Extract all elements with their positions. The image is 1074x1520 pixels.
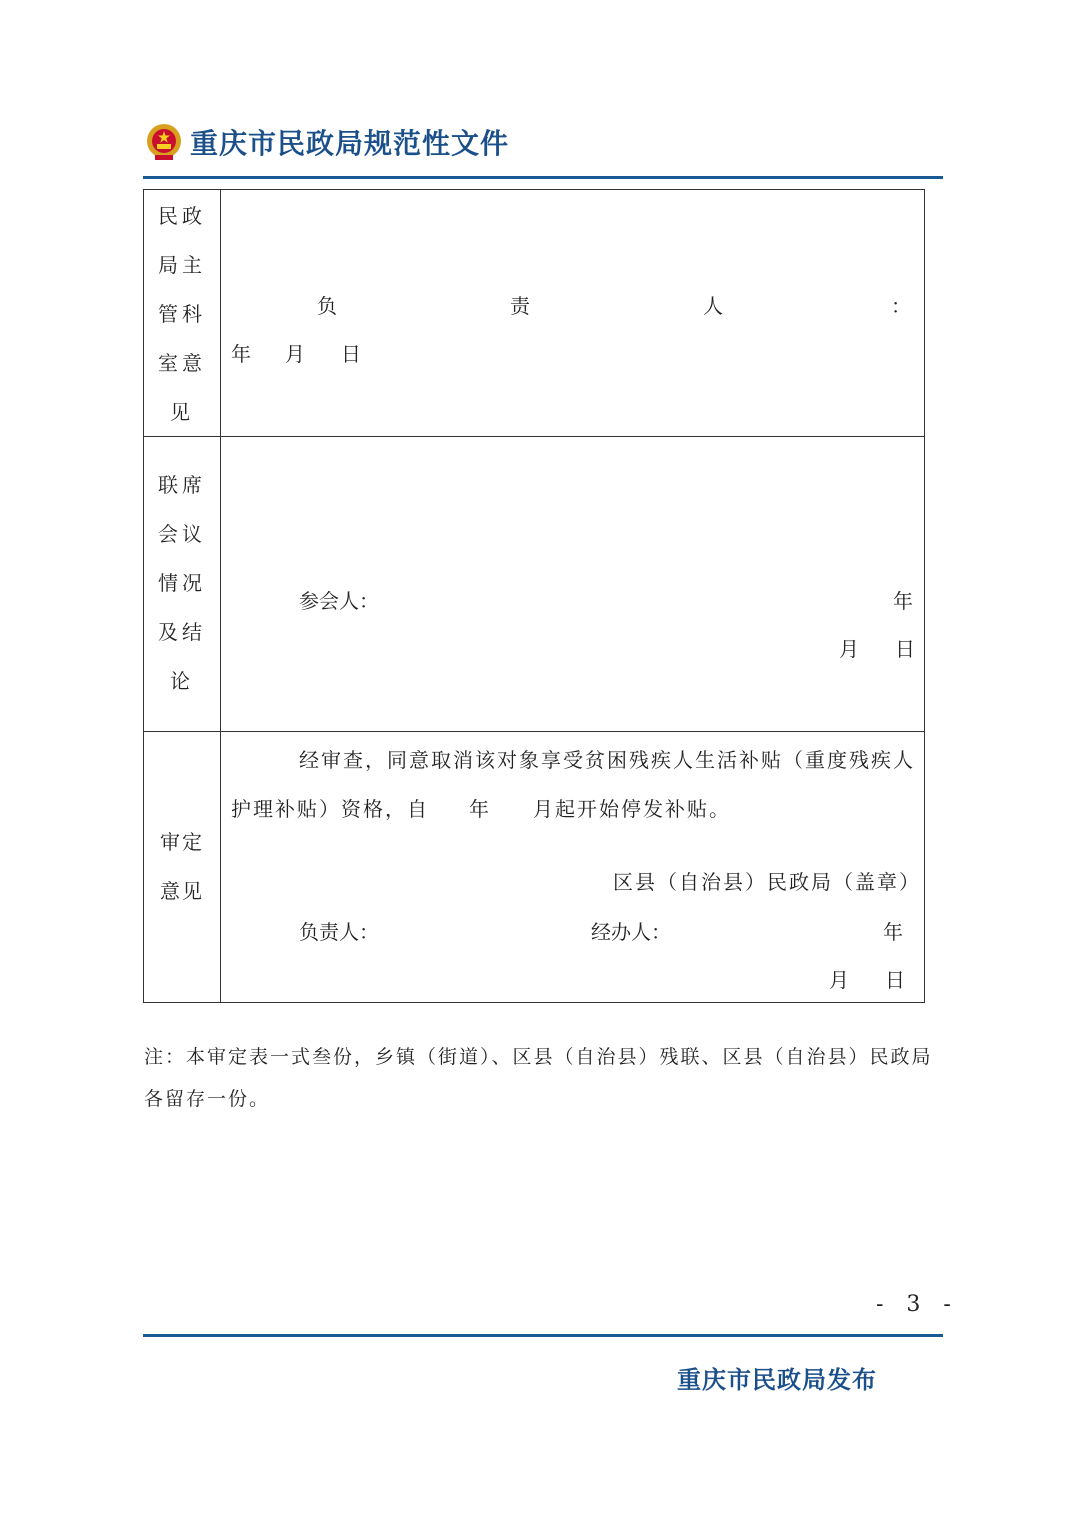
row-label-line: 局主 — [158, 253, 206, 277]
row-content-cell — [221, 732, 925, 1003]
date-year: 年 — [883, 920, 903, 944]
row-label-cell — [144, 437, 221, 732]
row-label-line: 管科 — [158, 302, 206, 326]
date-month: 月 — [285, 342, 305, 366]
row-label-line: 意见 — [160, 879, 204, 903]
row-label-line: 论 — [170, 669, 194, 693]
row-content-cell — [221, 190, 925, 437]
row-content-cell — [221, 437, 925, 732]
row-label-line: 会议 — [158, 522, 206, 546]
document-header — [144, 118, 509, 166]
footer-rule — [143, 1334, 943, 1337]
row-label-cell — [144, 732, 221, 1003]
seal-text: 区县（自治县）民政局（盖章） — [613, 870, 921, 894]
date-year: 年 — [231, 342, 251, 366]
table-row — [144, 190, 925, 437]
table-row — [144, 732, 925, 1003]
row-label-line: 情况 — [158, 571, 206, 595]
header-rule — [143, 176, 943, 179]
row-label-cell — [144, 190, 221, 437]
date-month: 月 — [839, 637, 859, 661]
responsible-colon: ： — [891, 294, 911, 318]
approval-form-table — [143, 189, 925, 1003]
date-day: 日 — [341, 342, 361, 366]
responsible-char-1: 负 — [317, 294, 337, 318]
responsible-char-2: 责 — [510, 294, 530, 318]
handler-label: 经办人： — [591, 920, 671, 944]
responsible-char-3: 人 — [703, 294, 723, 318]
row-label-line: 审定 — [160, 830, 204, 854]
table-row — [144, 437, 925, 732]
decision-line-2a: 护理补贴）资格，自 — [231, 797, 429, 821]
responsible-label: 负责人： — [299, 920, 379, 944]
footnote: 注：本审定表一式叁份，乡镇（街道）、区县（自治县）残联、区县（自治县）民政局各留存一份。 — [144, 1046, 933, 1110]
decision-year: 年 — [469, 797, 489, 821]
row-label-line: 见 — [170, 400, 194, 424]
page-number: - 3 - — [876, 1292, 959, 1317]
decision-line-2c: 月起开始停发补贴。 — [533, 797, 731, 821]
decision-line-1: 经审查，同意取消该对象享受贫困残疾人生活补贴（重度残疾人 — [299, 748, 915, 772]
header-title: 重庆市民政局规范性文件 — [190, 127, 510, 160]
row-label-line: 及结 — [158, 620, 206, 644]
national-emblem-icon — [144, 122, 184, 162]
row-label-line: 民政 — [158, 204, 206, 228]
row-label-line: 室意 — [158, 351, 206, 375]
date-day: 日 — [885, 968, 905, 992]
attendees-label: 参会人： — [299, 589, 379, 613]
row-label-line: 联席 — [158, 473, 206, 497]
date-month: 月 — [829, 968, 849, 992]
date-day: 日 — [895, 637, 915, 661]
publisher: 重庆市民政局发布 — [677, 1366, 877, 1394]
date-year: 年 — [893, 589, 913, 613]
